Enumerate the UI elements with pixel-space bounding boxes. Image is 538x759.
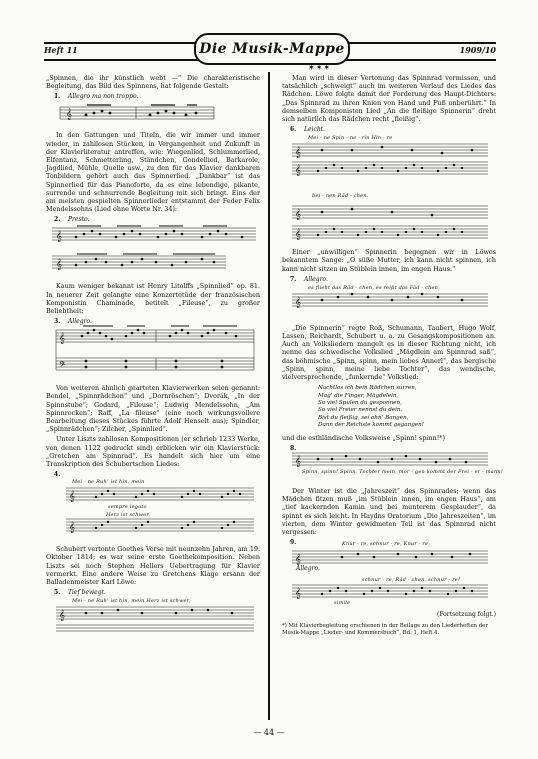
lyric-line: es flieht das Räd - chen, es reißt das Fäd - chen, — [308, 284, 440, 291]
tempo-marking: Leicht. — [304, 126, 325, 134]
svg-text:𝄞: 𝄞 — [295, 455, 301, 467]
tempo-marking: Tief bewegt. — [68, 589, 106, 597]
expression-marking: simile — [334, 600, 351, 607]
music-example-5 — [46, 589, 260, 633]
music-example-2 — [46, 216, 260, 278]
poem — [318, 385, 496, 429]
music-staff — [46, 216, 260, 278]
paragraph: Schubert vertonte Goethes Verse mit neunzehn Jahren, am 19. Oktober 1814; es war seine erste Goethekomposition. Neben Liszts sei noch Stephen Hellers Uebertragung für Klavier vermerkt. Eine andere Weise zu Gretchens Klage ersann der Balladenmeister Karl Löwe: — [46, 545, 260, 587]
poem-line: Dann der Reichste kommt gegangen! — [318, 422, 424, 429]
paragraph: Einer „unwilligen“ Spinnerin begegnen wir in Löwes bekanntem Sange: „O süße Mutter, ich kann nicht spinnen, ich kann nicht sitzen im Stüblein innen, im engen Haus.“ — [282, 248, 496, 273]
svg-text:𝄞: 𝄞 — [69, 522, 75, 534]
music-example-4 — [46, 471, 260, 541]
magazine-title: Die Musik-Mappe — [194, 33, 350, 65]
paragraph: Man wird in dieser Vertonung das Spinnrad vermissen, und tatsächlich „schweigt“ auch im weiteren Verlauf des Liedes das Rädchen. Löwe folgte damit der Forderung des Haupt-Dichters: „Das Spinnrad zu ihren Knien von Hand und Fuß unberührt.“ In demselben Komponisten Lied „An die fleißige Spinnerin“ dreht sich natürlich das Rädchen recht „fleißig“. — [282, 74, 496, 124]
paragraph: Der Winter ist die „Jahreszeit“ des Spinnrades; wenn das Mädchen fitzen muß „im Stüblein innen, im engen Haus“, am „tief kackernden Kamin und bei munterem Gesplauder“, da spinnt es sich leicht. In Haydns Oratorium „Die Jahreszeiten“, im vierten, dem Winter gewidmeten Teil ist das Spinnrad nicht vergessen: — [282, 486, 496, 536]
column-divider — [268, 72, 270, 720]
lyric-line: bei - nen Räd - chen. — [312, 193, 369, 200]
example-number: 7. — [290, 275, 297, 283]
paragraph: „Spinnen, die ihr künstlich webt —“ Die charakteristische Begleitung, das Bild des Spinnens, hat folgende Gestalt: — [46, 74, 260, 91]
svg-text:𝄞: 𝄞 — [295, 209, 301, 221]
footnote: *) Mit Klavierbegleitung erschienen in der Beilage zu den Liederheften der Musik-Mappe „Lieder- und Kommersbuch“, Bd. 1, Heft 4. — [282, 623, 488, 637]
poem-line: Mag’ die Finger, Mägdelein, — [318, 392, 399, 399]
music-staff — [282, 126, 496, 244]
example-number: 9. — [290, 539, 297, 547]
music-example-3 — [46, 318, 260, 380]
svg-text:𝄞: 𝄞 — [56, 231, 62, 243]
paragraph: Unter Liszts zahllosen Kompositionen (er schrieb 1233 Werke, von denen 1122 gedruckt sind) erblicken wir ein Klavierstück: „Gretchen am Spinnrad“. Es handelt sich hier um eine Transkription des Schubertschen Liedes: — [46, 435, 260, 469]
lyric-line: Spinn, spinn! Spinn, Tochter mein, mor - gen kommt der Frei - er - mann! — [302, 468, 504, 475]
example-number: 3. — [54, 318, 61, 326]
paragraph: „Die Spinnerin“ regte Roß, Schumann, Taubert, Hugo Wolf, Lassen, Reichardt, Schubert u. a. zu Gesangskompositionen an. Auch an Volksliedern mangelt es in dieser Richtung nicht, ich nenne das schwedische Volkslied „Mägdlein am Spinnrad saß“, das böhmische „Spinn, spinn, mein liebes Annerl“, das bergische „Spinn, spinn, meine liebe Tochter“, das wendische, vielversprechende, „funkernde“ Volkslied: — [282, 323, 496, 382]
music-example-8 — [282, 444, 504, 483]
issue-number: Heft 11 — [44, 45, 78, 55]
example-number: 5. — [54, 589, 61, 597]
svg-text:𝄞: 𝄞 — [56, 259, 62, 271]
svg-text:𝄞: 𝄞 — [295, 165, 301, 177]
svg-text:𝄞: 𝄞 — [66, 109, 72, 121]
tempo-marking: Allegro. — [296, 565, 320, 573]
paragraph: und die esthländische Volksweise „Spinn! spinn!*) — [282, 433, 445, 442]
svg-text:𝄞: 𝄞 — [295, 588, 301, 600]
svg-text:𝄞: 𝄞 — [69, 491, 75, 503]
music-example-6 — [282, 126, 496, 244]
music-staff — [46, 318, 260, 380]
poem-line: So viel Freier nennst du dein. — [318, 407, 403, 414]
right-column — [282, 74, 504, 637]
music-staff — [282, 445, 496, 483]
poem-line: Nachtlos ich bein Rädchen surren, — [318, 385, 417, 392]
lyric-line: Mei - ne Ruh’ ist hin, mein — [72, 479, 145, 486]
paragraph: Kaum weniger bekannt ist Henry Litolffs „Spinnlied“ op. 81. In neuerer Zeit gelangte eine Konzertetüde der französischen Komponistin Chaminade, betitelt „Fileuse“, zu großer Beliebtheit: — [46, 282, 260, 316]
tempo-marking: Allegro. — [68, 318, 92, 326]
header-ornament: ✶✶✶ — [308, 63, 332, 72]
issue-year: 1909/10 — [459, 45, 496, 55]
svg-text:𝄢: 𝄢 — [59, 361, 66, 373]
example-number: 8. — [290, 444, 297, 452]
lyric-line: Herz ist schwer, — [106, 512, 151, 519]
poem-line: Bist du fleißig, sei ohn’ Bangen, — [318, 414, 409, 421]
music-example-9 — [282, 539, 496, 607]
page-number: — 44 — — [253, 728, 285, 737]
example-number: 4. — [54, 471, 61, 479]
poem-line: So viel Spulen du gesponnen, — [318, 400, 402, 407]
continuation-note: (Fortsetzung folgt.) — [437, 611, 496, 619]
svg-text:𝄞: 𝄞 — [295, 554, 301, 566]
music-example-1 — [46, 93, 260, 127]
paragraph: Von weiteren ähnlich gearteten Klavierwerken seien genannt: Bendel, „Spinnrädchen“ und „Dornröschen“; Dvorák, „In der Spinnstube“; Godard, „Fileuse“; Ludwig Mendelssohn, „Am Spinnrocken“; Raff, „La fileuse“ (eine noch wirkungsvollere Bearbeitung dieses Stückes führte Adolf Henselt aus); Spindler, „Spinnrädchen“; Zilcher, „Spinnlied“. — [46, 384, 260, 434]
expression-marking: sempre legato — [108, 504, 147, 511]
example-number: 6. — [290, 126, 297, 134]
lyric-line: schnur - re, Räd - chen, schnur - re! — [362, 577, 461, 584]
tempo-marking: Presto. — [68, 216, 90, 224]
svg-text:𝄞: 𝄞 — [295, 229, 301, 241]
svg-text:𝄞: 𝄞 — [295, 296, 301, 308]
tempo-marking: Allegro ma non troppo. — [68, 93, 139, 101]
tempo-marking: Allegro. — [304, 275, 328, 283]
music-example-7 — [282, 276, 496, 320]
paragraph: In den Gattungen und Titeln, die wir immer und immer wieder, in zahllosen Stücken, in Vergangenheit und Zukunft in der Klavierliteratur antreffen, wie: Wiegenlied, Schlummerlied, Elfentanz, Schmetterling, Ständchen, Gondellied, Barkarole, Jagdlied, Mühle, Quelle usw., zu den für das Klavier dankbaren Tonbildern gehört auch das Spinnerlied. „Dankbar“ ist das Spinnerlied für das Pianoforte, da es eine lebendige, pikante, surrende und schnurrende Begleitung mit sich bringt. Eins der am meisten gespielten Spinnerlieder entstammt der Feder Felix Mendelssohns (Lied ohne Worte Nr. 34): — [46, 131, 260, 214]
left-column — [46, 74, 260, 637]
svg-text:𝄞: 𝄞 — [59, 333, 65, 345]
page-header — [44, 30, 496, 72]
svg-text:𝄞: 𝄞 — [59, 610, 65, 622]
example-number: 1. — [54, 93, 61, 101]
lyric-line: Mei - ne Spin - ne - rin Hin - re — [308, 135, 393, 142]
lyric-line: Mei - ne Ruh’ ist hin, mein Herz ist schwer, — [72, 598, 191, 605]
svg-text:𝄞: 𝄞 — [295, 147, 301, 159]
lyric-line: Knur - re, schnur - re, Knur - re, — [342, 541, 430, 548]
example-number: 2. — [54, 216, 61, 224]
